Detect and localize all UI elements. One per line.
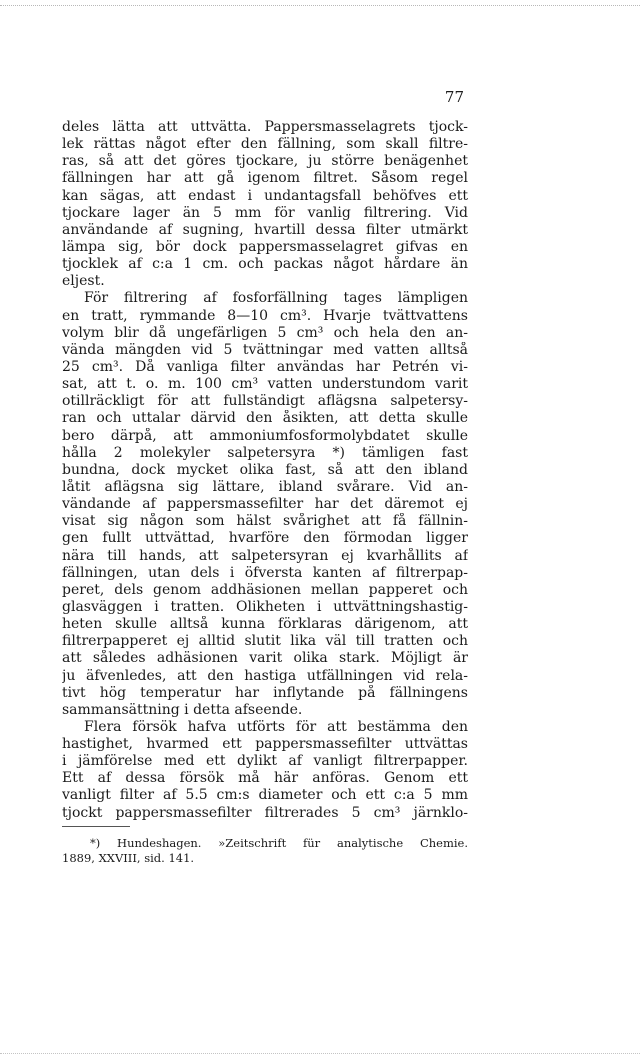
- text-line: glasväggen i tratten. Olikheten i uttvättningshastig-: [62, 598, 468, 615]
- text-line: hålla 2 molekyler salpetersyra *) tämligen fast: [62, 444, 468, 461]
- text-line: peret, dels genom addhäsionen mellan papperet och: [62, 581, 468, 598]
- text-line: bundna, dock mycket olika fast, så att den ibland: [62, 461, 468, 478]
- scan-bottom-edge: [0, 1053, 640, 1054]
- text-line: sammansättning i detta afseende.: [62, 701, 303, 718]
- text-line: deles lätta att uttvätta. Pappersmasselagrets tjock-: [62, 119, 468, 135]
- text-line: låtit aflägsna sig lättare, ibland svårare. Vid an-: [62, 478, 468, 495]
- text-line: ran och uttalar därvid den åsikten, att detta skulle: [62, 410, 468, 427]
- footnote-divider: [62, 826, 130, 827]
- scan-top-edge: [0, 5, 640, 6]
- text-line: sat, att t. o. m. 100 cm³ vatten understundom varit: [62, 376, 468, 393]
- text-line: en tratt, rymmande 8—10 cm³. Hvarje tvättvattens: [62, 307, 468, 324]
- text-line: vändande af pappersmassefilter har det däremot ej: [62, 496, 468, 513]
- text-line: eljest.: [62, 273, 105, 290]
- text-line: 25 cm³. Då vanliga filter användas har Petrén vi-: [62, 358, 468, 375]
- text-line: bero därpå, att ammoniumfosformolybdatet skulle: [62, 427, 468, 444]
- text-line: tivt hög temperatur har inflytande på fällningens: [62, 684, 468, 701]
- body-text: [62, 119, 468, 822]
- text-line: volym blir då ungefärligen 5 cm³ och hela den an-: [62, 324, 468, 341]
- text-line: tjockare lager än 5 mm för vanlig filtrering. Vid: [62, 204, 468, 221]
- footnote: [62, 836, 468, 866]
- text-line: vanligt filter af 5.5 cm:s diameter och ett c:a 5 mm: [62, 787, 468, 804]
- text-line: heten skulle alltså kunna förklaras därigenom, att: [62, 616, 468, 633]
- text-line: användande af sugning, hvartill dessa filter utmärkt: [62, 221, 468, 238]
- text-line: För filtrering af fosforfällning tages lämpligen: [84, 290, 468, 307]
- text-line: lek rättas något efter den fällning, som skall filtre-: [62, 136, 468, 153]
- page-number: 77: [444, 88, 464, 106]
- text-line: ras, så att det göres tjockare, ju större benägenhet: [62, 153, 468, 170]
- text-line: i jämförelse med ett dylikt af vanligt filtrerpapper.: [62, 753, 468, 770]
- text-line: fällningen har att gå igenom filtret. Såsom regel: [62, 170, 468, 187]
- text-line: tjocklek af c:a 1 cm. och packas något hårdare än: [62, 256, 468, 273]
- text-line: visat sig någon som hälst svårighet att få fällnin-: [62, 513, 468, 530]
- text-line: kan sägas, att endast i undantagsfall behöfves ett: [62, 187, 468, 204]
- footnote-line: 1889, XXVIII, sid. 141.: [62, 851, 195, 865]
- text-line: lämpa sig, bör dock pappersmasselagret gifvas en: [62, 238, 468, 255]
- text-line: att således adhäsionen varit olika stark. Möjligt är: [62, 650, 468, 667]
- text-line: filtrerpapperet ej alltid slutit lika väl till tratten och: [62, 633, 468, 650]
- text-line: tjockt pappersmassefilter filtrerades 5 cm³ järnklo-: [62, 804, 468, 821]
- footnote-line: *) Hundeshagen. »Zeitschrift für analytische Chemie.: [90, 836, 468, 850]
- text-line: otillräckligt för att fullständigt aflägsna salpetersy-: [62, 393, 468, 410]
- text-line: vända mängden vid 5 tvättningar med vatten alltså: [62, 341, 468, 358]
- text-line: Ett af dessa försök må här anföras. Genom ett: [62, 770, 468, 787]
- text-line: fällningen, utan dels i öfversta kanten af filtrerpap-: [62, 564, 468, 581]
- text-line: Flera försök hafva utförts för att bestämma den: [84, 718, 468, 735]
- text-line: ju äfvenledes, att den hastiga utfällningen vid rela-: [62, 667, 468, 684]
- text-line: gen fullt uttvättad, hvarföre den förmodan ligger: [62, 530, 468, 547]
- text-line: hastighet, hvarmed ett pappersmassefilter uttvättas: [62, 736, 468, 753]
- text-line: nära till hands, att salpetersyran ej kvarhållits af: [62, 547, 468, 564]
